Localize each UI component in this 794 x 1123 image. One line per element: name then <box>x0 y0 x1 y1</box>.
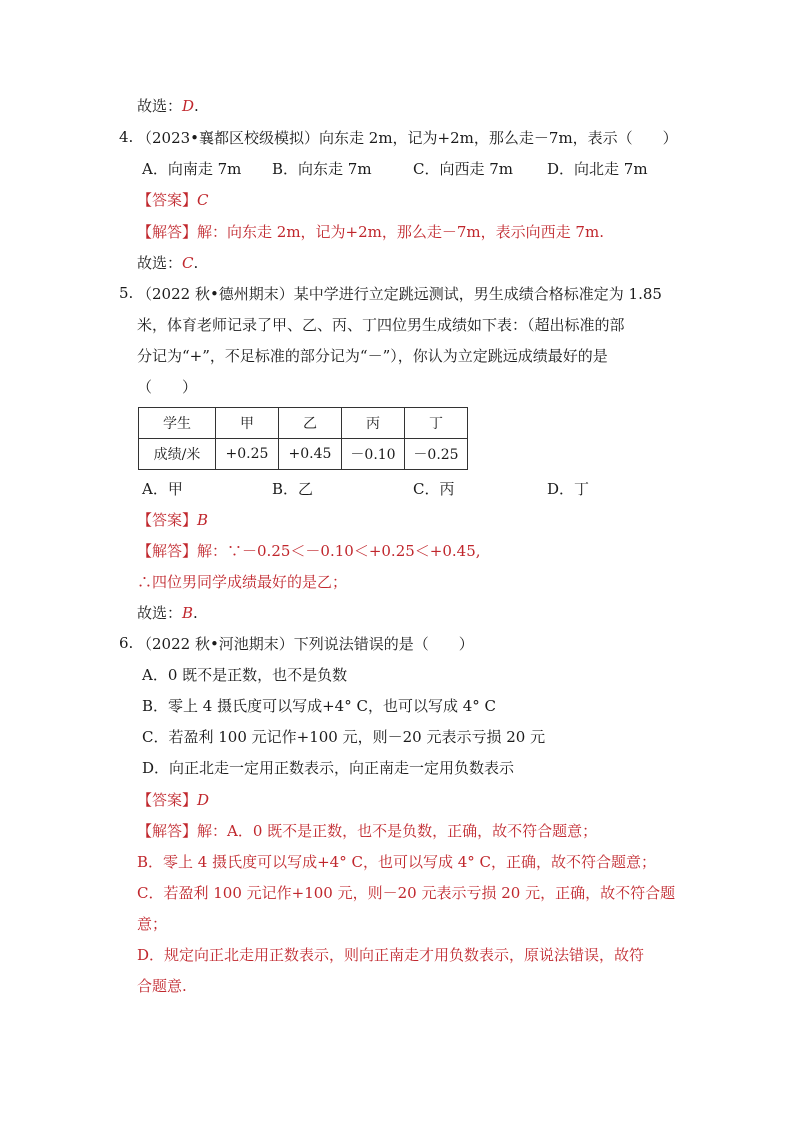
q4-option-c: C．向西走 7m <box>413 160 514 178</box>
q5-option-b: B．乙 <box>272 480 314 498</box>
q4-option-d: D．向北走 7m <box>547 160 648 178</box>
q6-solution-line-3: C．若盈利 100 元记作+100 元，则－20 元表示亏损 20 元，正确，故不符合题 <box>137 884 676 902</box>
q5-solution-line-2: ∴四位男同学成绩最好的是乙； <box>137 573 348 591</box>
q4-option-a: A．向南走 7m <box>142 160 242 178</box>
table-cell: 甲 <box>216 408 279 439</box>
solution-text: 解：向东走 2m，记为+2m，那么走－7m，表示向西走 7m. <box>197 223 604 241</box>
answer-label: 【答案】 <box>137 191 198 209</box>
choice-letter: B <box>182 604 194 622</box>
table-cell: 丙 <box>342 408 405 439</box>
answer-label: 【答案】 <box>137 791 198 809</box>
q5-number: 5. <box>119 284 134 302</box>
solution-label: 【解答】 <box>137 822 198 840</box>
q5-option-c: C．丙 <box>413 480 455 498</box>
answer-letter: B <box>197 511 209 529</box>
q5-stem-line-1: （2022 秋•德州期末）某中学进行立定跳远测试，男生成绩合格标准定为 1.85 <box>137 285 662 303</box>
q3-final-choice <box>137 96 199 116</box>
choice-prefix: 故选： <box>137 254 183 272</box>
score-table <box>138 407 468 470</box>
q5-solution <box>137 541 481 561</box>
q5-final-choice <box>137 603 198 623</box>
q6-option-a: A．0 既不是正数，也不是负数 <box>142 666 348 684</box>
q6-answer <box>137 790 209 810</box>
q6-solution-line-4: 意； <box>137 915 168 933</box>
q5-option-a: A．甲 <box>142 480 183 498</box>
solution-label: 【解答】 <box>137 542 198 560</box>
choice-letter: C <box>182 254 194 272</box>
q4-answer <box>137 190 209 210</box>
table-cell: 成绩/米 <box>139 439 216 470</box>
choice-suffix: . <box>193 604 198 622</box>
table-cell: －0.10 <box>342 439 405 470</box>
table-cell: +0.45 <box>279 439 342 470</box>
q5-answer <box>137 510 208 530</box>
answer-letter: C <box>197 191 209 209</box>
table-cell: +0.25 <box>216 439 279 470</box>
q5-stem-line-3: 分记为“+”，不足标准的部分记为“－”），你认为立定跳远成绩最好的是 <box>137 347 608 365</box>
answer-label: 【答案】 <box>137 511 198 529</box>
q6-option-c: C．若盈利 100 元记作+100 元，则－20 元表示亏损 20 元 <box>142 728 546 746</box>
table-cell: 丁 <box>405 408 468 439</box>
q6-solution-line-6: 合题意. <box>137 977 187 995</box>
choice-letter: D <box>182 97 195 115</box>
solution-text: 解：∵－0.25＜－0.10＜+0.25＜+0.45, <box>197 542 481 560</box>
table-cell: －0.25 <box>405 439 468 470</box>
table-header-row <box>139 408 468 439</box>
q6-solution-line-5: D．规定向正北走用正数表示，则向正南走才用负数表示，原说法错误，故符 <box>137 946 645 964</box>
solution-text: 解：A．0 既不是正数，也不是负数，正确，故不符合题意； <box>197 822 598 840</box>
q4-solution <box>137 222 604 242</box>
choice-suffix: . <box>194 97 199 115</box>
q4-option-b: B．向东走 7m <box>272 160 372 178</box>
choice-prefix: 故选： <box>137 97 183 115</box>
choice-suffix: . <box>193 254 199 272</box>
q5-option-d: D．丁 <box>547 480 590 498</box>
answer-letter: D <box>197 791 210 809</box>
table-cell: 乙 <box>279 408 342 439</box>
q4-number: 4. <box>119 128 134 146</box>
q5-stem-line-4: （ ） <box>137 378 198 396</box>
table-row <box>139 439 468 470</box>
q4-final-choice <box>137 253 198 273</box>
q6-stem: （2022 秋•河池期末）下列说法错误的是（ ） <box>137 635 474 653</box>
q4-stem: （2023•襄都区校级模拟）向东走 2m，记为+2m，那么走－7m，表示（ ） <box>137 129 678 147</box>
q5-stem-line-2: 米，体育老师记录了甲、乙、丙、丁四位男生成绩如下表：（超出标准的部 <box>137 316 625 334</box>
solution-label: 【解答】 <box>137 223 198 241</box>
q6-solution <box>137 821 597 841</box>
choice-prefix: 故选： <box>137 604 183 622</box>
q6-number: 6. <box>119 634 134 652</box>
table-cell: 学生 <box>139 408 216 439</box>
q6-option-b: B．零上 4 摄氏度可以写成+4° C，也可以写成 4° C <box>142 697 497 715</box>
q6-solution-line-2: B．零上 4 摄氏度可以写成+4° C，也可以写成 4° C，正确，故不符合题意； <box>137 853 657 871</box>
q6-option-d: D．向正北走一定用正数表示，向正南走一定用负数表示 <box>142 759 515 777</box>
